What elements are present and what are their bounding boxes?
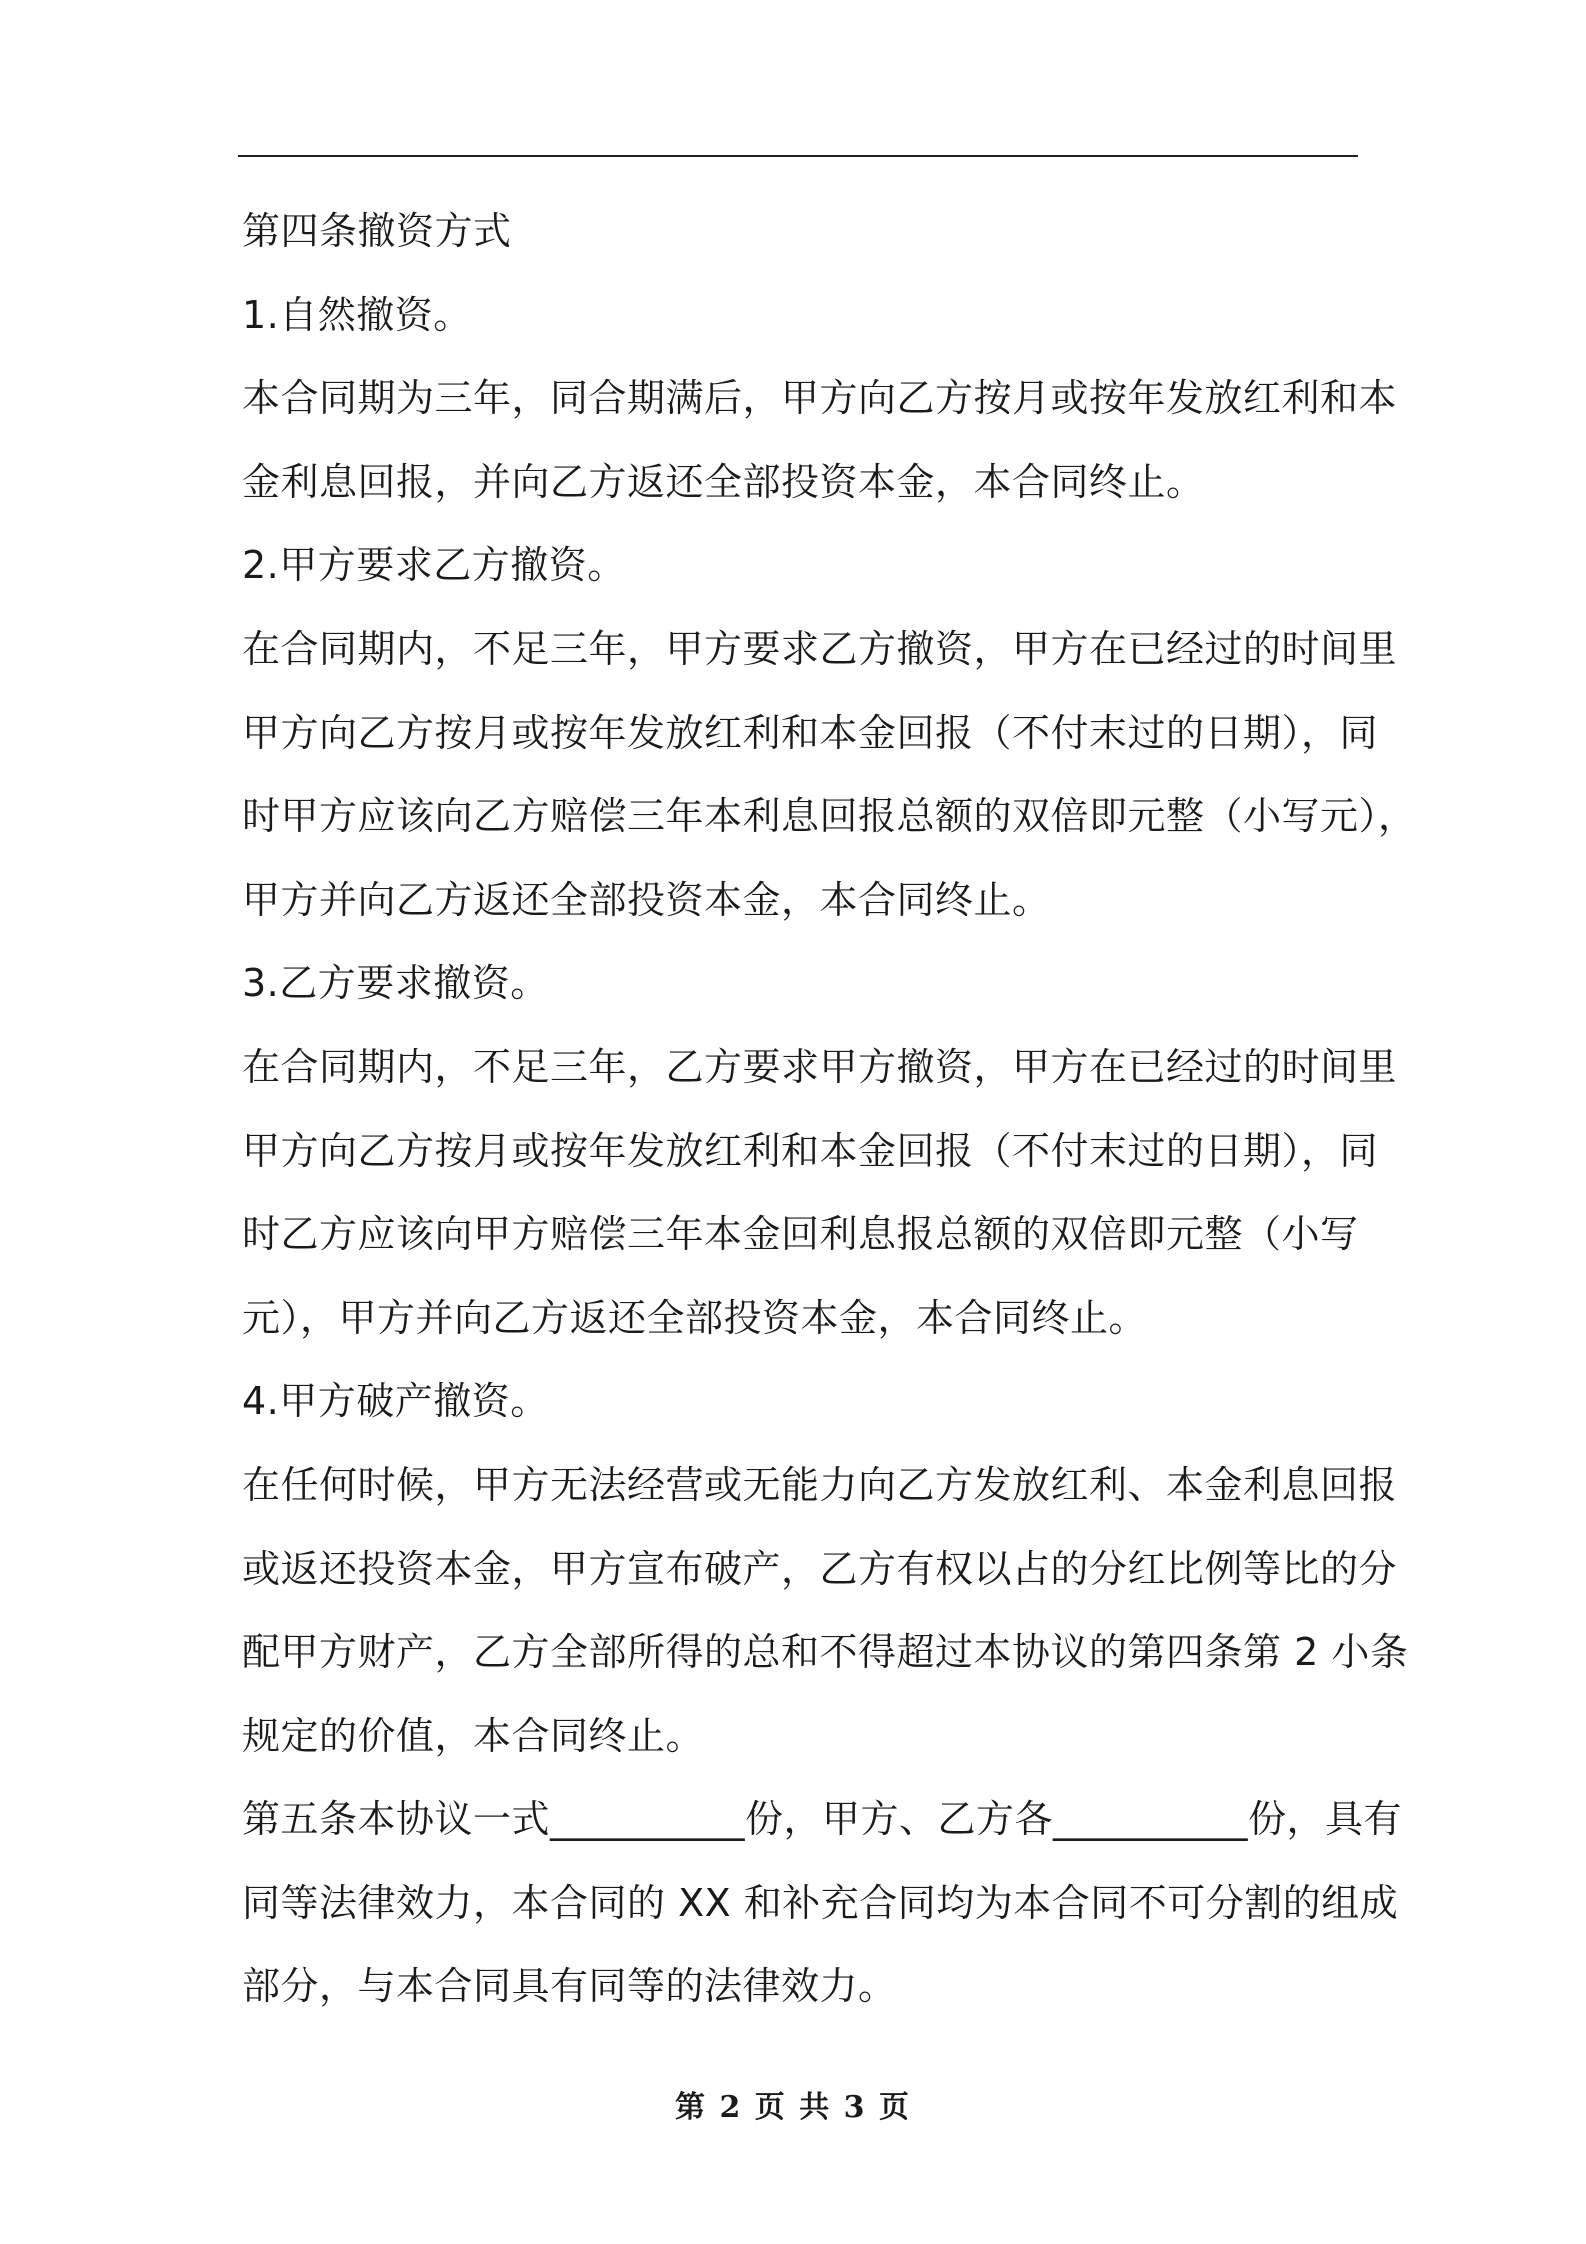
paragraph-line: 在合同期内，不足三年，甲方要求乙方撤资，甲方在已经过的时间里: [242, 626, 1398, 671]
paragraph-line: 甲方向乙方按月或按年发放红利和本金回报（不付末过的日期），同: [242, 1128, 1379, 1173]
document-body: [242, 190, 1417, 2029]
clause-heading: 1.自然撤资。: [242, 292, 472, 337]
paragraph-line: 元），甲方并向乙方返还全部投资本金，本合同终止。: [242, 1295, 1148, 1340]
paragraph-line: 甲方向乙方按月或按年发放红利和本金回报（不付末过的日期），同: [242, 710, 1379, 755]
paragraph-line: 部分，与本合同具有同等的法律效力。: [242, 1964, 897, 2009]
paragraph-line: 时甲方应该向乙方赔偿三年本利息回报总额的双倍即元整（小写元），: [242, 794, 1417, 839]
paragraph-line: 同等法律效力，本合同的 XX 和补充合同均为本合同不可分割的组成: [242, 1880, 1399, 1925]
paragraph-line: 本合同期为三年，同合期满后，甲方向乙方按月或按年发放红利和本: [242, 376, 1398, 421]
paragraph-line: 在合同期内，不足三年，乙方要求甲方撤资，甲方在已经过的时间里: [242, 1044, 1398, 1089]
header-rule: [238, 155, 1358, 157]
paragraph-line: 第五条本协议一式__________份，甲方、乙方各__________份，具有: [242, 1797, 1403, 1842]
clause-heading: 3.乙方要求撤资。: [242, 961, 549, 1006]
paragraph-line: 时乙方应该向甲方赔偿三年本金回利息报总额的双倍即元整（小写: [242, 1212, 1359, 1257]
paragraph-line: 金利息回报，并向乙方返还全部投资本金，本合同终止。: [242, 459, 1205, 504]
clause-heading: 4.甲方破产撤资。: [242, 1379, 549, 1424]
paragraph-line: 或返还投资本金，甲方宣布破产，乙方有权以占的分红比例等比的分: [242, 1546, 1398, 1591]
paragraph-line: 配甲方财产，乙方全部所得的总和不得超过本协议的第四条第 2 小条: [242, 1630, 1409, 1675]
section-heading: 第四条撤资方式: [242, 209, 512, 253]
paragraph-line: 规定的价值，本合同终止。: [242, 1713, 705, 1758]
clause-heading: 2.甲方要求乙方撤资。: [242, 543, 626, 588]
paragraph-line: 在任何时候，甲方无法经营或无能力向乙方发放红利、本金利息回报: [242, 1462, 1398, 1507]
paragraph-line: 甲方并向乙方返还全部投资本金，本合同终止。: [242, 877, 1051, 922]
page-number: 第 2 页 共 3 页: [675, 2090, 911, 2125]
